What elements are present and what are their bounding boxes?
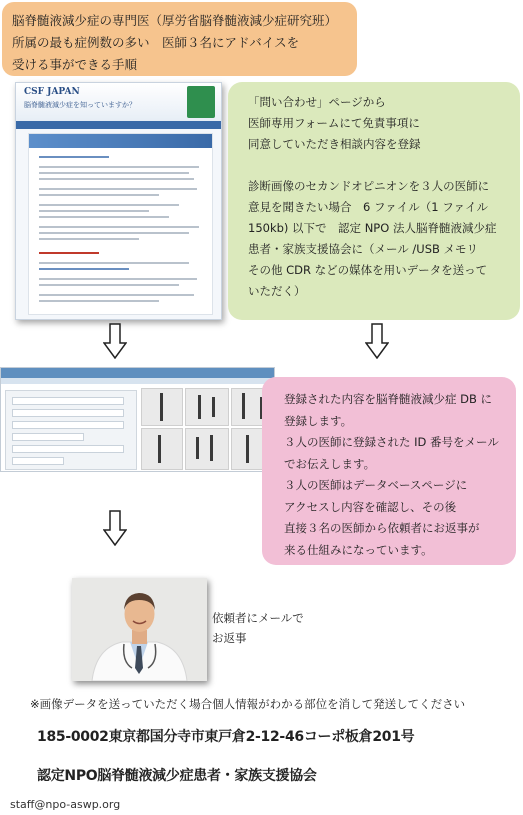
- step2-line: 登録された内容を脳脊髄液減少症 DB に: [284, 392, 493, 406]
- step1-line: その他 CDR などの媒体を用いデータを送って: [248, 263, 488, 277]
- site-text-line: [39, 232, 189, 234]
- reply-line: お返事: [212, 631, 247, 645]
- reply-line: 依頼者にメールで: [212, 611, 304, 625]
- reply-text: [212, 608, 304, 648]
- db-field: [12, 397, 124, 405]
- site-logo: CSF JAPAN: [24, 87, 80, 97]
- scan-mark: [246, 435, 249, 463]
- header-line: 脳脊髄液減少症の専門医（厚労省脳脊髄液減少症研究班）: [12, 13, 338, 28]
- db-field: [12, 421, 124, 429]
- site-text-line: [39, 278, 197, 280]
- site-text-line: [39, 268, 129, 270]
- website-screenshot: [15, 82, 222, 320]
- site-text-line: [39, 284, 179, 286]
- db-form-panel: [5, 390, 137, 470]
- db-titlebar: [1, 368, 274, 378]
- step2-line: 登録します。: [284, 413, 353, 428]
- site-text-line: [39, 262, 189, 264]
- down-arrow-icon: [103, 323, 127, 359]
- step2-box: [262, 377, 516, 565]
- db-scan-image: [185, 428, 229, 470]
- db-toolbar: [1, 378, 274, 384]
- step1-line: 意見を聞きたい場合 6 ファイル（1 ファイル: [248, 200, 488, 214]
- site-text-line: [39, 188, 197, 190]
- db-field: [12, 409, 124, 417]
- step2-line: でお伝えします。: [284, 456, 376, 471]
- database-screenshot: [0, 367, 275, 472]
- step2-line: アクセスし内容を確認し、その後: [284, 499, 457, 514]
- header-box: [2, 2, 357, 76]
- scan-mark: [160, 393, 163, 421]
- scan-mark: [212, 397, 215, 417]
- site-text-line: [39, 172, 189, 174]
- step1-line: 同意していただき相談内容を登録: [248, 137, 421, 151]
- privacy-note: ※画像データを送っていただく場合個人情報がわかる部位を消して発送してください: [30, 697, 466, 711]
- site-banner: [29, 134, 212, 148]
- site-text-line: [39, 178, 194, 180]
- header-line: 所属の最も症例数の多い 医師３名にアドバイスを: [12, 35, 300, 50]
- step1-line: 患者・家族支援協会に（メール /USB メモリ: [248, 242, 479, 256]
- down-arrow-icon: [365, 323, 389, 359]
- scan-mark: [242, 393, 245, 419]
- site-text-line: [39, 294, 194, 296]
- site-text-line: [39, 252, 99, 254]
- site-text-line: [39, 210, 149, 212]
- step1-line: いただく）: [248, 284, 306, 298]
- site-text-line: [39, 300, 159, 302]
- step2-line: ３人の医師に登録された ID 番号をメール: [284, 435, 499, 449]
- doctor-illustration: [72, 578, 207, 681]
- site-text-line: [39, 216, 169, 218]
- site-body: [28, 133, 213, 315]
- step1-line: 医師専用フォームにて免責事項に: [248, 116, 420, 130]
- postal-address: 185-0002東京都国分寺市東戸倉2-12-46コーポ板倉201号: [37, 729, 415, 745]
- doctor-photo: [72, 578, 207, 681]
- db-scan-image: [141, 428, 183, 470]
- site-text-line: [39, 156, 109, 158]
- step1-spacer: [248, 155, 506, 176]
- site-text-line: [39, 204, 179, 206]
- db-field: [12, 433, 84, 441]
- site-emblem-icon: [187, 86, 215, 118]
- site-nav: [16, 121, 221, 129]
- organization-name: 認定NPO脳脊髄液減少症患者・家族支援協会: [37, 768, 317, 784]
- scan-mark: [158, 435, 161, 463]
- site-text-line: [39, 166, 199, 168]
- site-text-line: [39, 238, 139, 240]
- site-subtitle: 脳脊髄液減少症を知っていますか？: [24, 101, 136, 109]
- site-text-line: [39, 194, 159, 196]
- step1-line: 150kb) 以下で 認定 NPO 法人脳脊髄液減少症: [248, 221, 497, 235]
- db-scan-image: [185, 388, 229, 426]
- scan-mark: [198, 395, 201, 419]
- db-scan-image: [141, 388, 183, 426]
- scan-mark: [196, 437, 199, 459]
- db-field: [12, 457, 64, 465]
- step1-line: 「問い合わせ」ページから: [248, 95, 386, 109]
- step2-line: ３人の医師はデータベースページに: [284, 478, 468, 492]
- down-arrow-icon: [103, 510, 127, 546]
- db-field: [12, 445, 124, 453]
- step1-line: 診断画像のセカンドオピニオンを３人の医師に: [248, 179, 490, 193]
- step2-line: 来る仕組みになっています。: [284, 542, 433, 557]
- contact-email[interactable]: staff@npo-aswp.org: [10, 798, 121, 811]
- step1-box: [228, 82, 520, 320]
- site-header: [16, 83, 221, 121]
- scan-mark: [210, 435, 213, 461]
- header-line: 受ける事ができる手順: [12, 57, 138, 72]
- site-text-line: [39, 226, 199, 228]
- step2-line: 直接３名の医師から依頼者にお返事が: [284, 521, 480, 535]
